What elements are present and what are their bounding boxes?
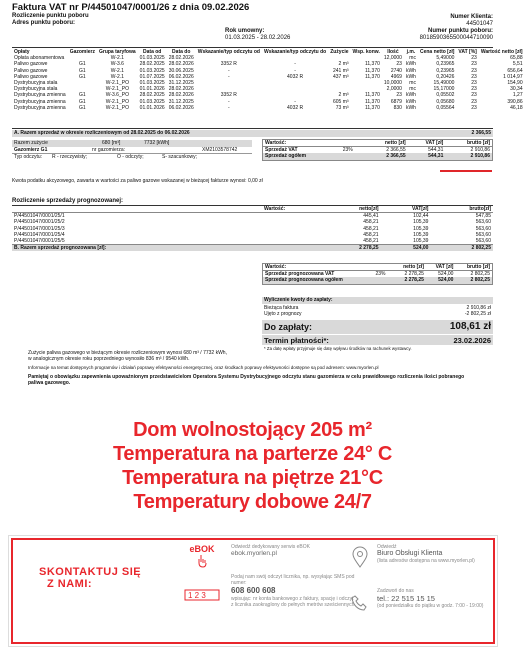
charge-cell: 28.02.2025 <box>139 61 165 68</box>
charge-cell: 830 <box>393 104 402 111</box>
charge-cell: W-2.1 <box>110 55 124 62</box>
banner-line-1: Dom wolnostojący 205 m² <box>133 419 372 441</box>
meter-nr: XM2103578742 <box>202 147 238 153</box>
charge-cell: 28.02.2026 <box>168 92 194 99</box>
ppe-number-label: Numer punktu poboru: <box>428 28 493 34</box>
fvat-row-label: Sprzedaż prognozowana ogółem <box>265 277 343 284</box>
vat-row <box>263 153 492 159</box>
charge-cell: W-2.1_PO <box>105 98 129 105</box>
usage-m3: 680 [m³] <box>102 140 121 146</box>
sms-text: Podaj nam swój odczyt licznika, np. wysyłając SMS pod numer: <box>231 574 355 586</box>
charge-cell: - <box>228 98 230 105</box>
meter-label: Gazomierz G1 <box>14 147 48 153</box>
forecast-total-net: 2 278,25 <box>359 245 379 252</box>
charge-cell: G1 <box>79 67 86 74</box>
vat-summary-box <box>262 139 493 161</box>
banner-line-3: Temperatura na piętrze 21°C <box>122 467 383 489</box>
charge-cell: kWh <box>405 73 416 80</box>
charge-cell: 23 <box>471 61 477 68</box>
charge-cell: 0,20426 <box>436 73 455 80</box>
charge-cell: 01.03.2025 <box>139 55 165 62</box>
payment-footnote: * Za datę wpłaty przyjmuje się datę wpływu środków na rachunek wystawcy. <box>264 346 412 351</box>
contact-heading-2: Z NAMI: <box>47 578 93 590</box>
contract-year-label: Rok umowny: <box>225 28 265 34</box>
charge-cell: 01.03.2025 <box>139 80 165 87</box>
col-header: Grupa taryfowa <box>98 49 136 55</box>
charge-cell: 23 <box>471 86 477 93</box>
charge-cell: 15,49000 <box>433 80 455 87</box>
forecast-value: 105,39 <box>413 219 429 226</box>
forecast-value: 458,21 <box>363 238 379 245</box>
overlay-banner <box>0 418 505 514</box>
charge-cell: G1 <box>79 73 86 80</box>
fvat-row-net: 2 278,25 <box>404 277 424 284</box>
charge-cell: 11,370 <box>364 98 380 105</box>
ebok-logo: eBOK <box>189 544 215 554</box>
forecast-col-header: Wartość: <box>264 206 286 212</box>
forecast-value: 563,60 <box>475 238 491 245</box>
vat-row <box>263 147 492 154</box>
amount-due-label: Do zapłaty: <box>264 322 313 332</box>
vat-row-vat: 544,31 <box>428 147 444 154</box>
charge-cell: Dystrybucyjna stała <box>14 86 58 93</box>
fvat-col-header <box>373 264 392 271</box>
charge-cell: - <box>294 61 296 68</box>
charge-cell: 0,05502 <box>436 92 455 99</box>
charge-cell: 3352 R <box>220 92 237 99</box>
vat-row-net: 2 366,55 <box>386 147 406 154</box>
meter-nr-label: nr gazomierza: <box>92 147 126 153</box>
charge-cell: 154,90 <box>507 80 523 87</box>
charge-cell: 01.03.2025 <box>139 98 165 105</box>
charge-cell: - <box>228 67 230 74</box>
charge-cell: 01.01.2026 <box>139 86 165 93</box>
col-header: Wskazanie/typ odczytu do <box>263 49 327 55</box>
charge-cell: 23 <box>396 61 402 68</box>
charge-cell: 241 m³ <box>332 67 349 74</box>
client-number-label: Numer Klienta: <box>450 14 493 20</box>
charge-cell: Paliwo gazowe <box>14 61 48 68</box>
charge-cell: 23 <box>471 104 477 111</box>
read-type-r: R - rzeczywisty; <box>52 154 87 160</box>
fvat-row-rate: 23% <box>375 271 386 278</box>
charge-cell: kWh <box>405 67 416 74</box>
charge-cell: 0,05680 <box>436 98 455 105</box>
charge-cell: 23 <box>471 55 477 62</box>
charge-cell: W-3.6 <box>110 61 124 68</box>
charge-cell: 656,64 <box>507 67 523 74</box>
forecast-value: 563,60 <box>475 219 491 226</box>
charge-cell: 06.02.2026 <box>168 73 194 80</box>
forecast-total-gross: 2 802,25 <box>471 245 491 252</box>
charge-cell: 11,370 <box>364 61 380 68</box>
phone-number[interactable]: tel.: 22 515 15 15 <box>377 594 435 603</box>
ebok-link[interactable]: ebok.myorlen.pl <box>231 550 277 557</box>
amount-due-value: 108,61 zł <box>449 321 491 332</box>
forecast-value: 445,41 <box>363 213 379 220</box>
fvat-row-vat: 524,00 <box>438 277 454 284</box>
charge-cell: 23 <box>471 98 477 105</box>
forecast-invoice-number: P/44501047/0001/25/3 <box>14 225 65 232</box>
usage-kwh: 7732 [kWh] <box>144 140 170 146</box>
office-title: Biuro Obsługi Klienta <box>377 550 443 557</box>
phone-hours: (od poniedziałku do piątku w godz. 7:00 - 19:00) <box>377 603 484 609</box>
charge-cell: 2 m³ <box>338 61 349 68</box>
charge-cell: 4032 R <box>287 104 304 111</box>
forecast-col-header <box>12 206 262 213</box>
charge-cell: 01.03.2025 <box>139 67 165 74</box>
forecast-value: 458,21 <box>363 231 379 238</box>
due-date-label: Termin płatności*: <box>264 336 329 345</box>
charge-cell: 28.02.2026 <box>168 55 194 62</box>
col-header: j.m. <box>406 49 416 55</box>
charge-cell: W-2.1_PO <box>105 104 129 111</box>
current-invoice-value: 2 910,86 zł <box>466 305 491 311</box>
payment-box <box>262 297 493 353</box>
charge-cell: 2,0000 <box>386 86 402 93</box>
charge-cell: 4032 R <box>287 73 304 80</box>
charge-cell: 2 m³ <box>338 92 349 99</box>
charge-cell: 390,86 <box>507 98 523 105</box>
forecast-total-vat: 524,00 <box>413 245 429 252</box>
charge-cell: 5,49000 <box>436 55 455 62</box>
charge-cell: mc <box>409 55 416 62</box>
charge-cell: 65,88 <box>510 55 523 62</box>
charge-cell: 23 <box>471 67 477 74</box>
fvat-col-header: VAT [zł] <box>435 264 454 270</box>
charge-cell: 01.07.2025 <box>139 73 165 80</box>
vat-col-header <box>341 140 365 147</box>
location-pin-icon <box>351 546 369 568</box>
charge-cell: 23 <box>471 73 477 80</box>
ebok-text: Odwiedź dedykowany serwis eBOK <box>231 544 310 550</box>
charge-cell: G1 <box>79 98 86 105</box>
hand-pointer-icon <box>194 554 210 568</box>
forecast-deduction-label: Ujęto z prognozy <box>264 311 302 317</box>
banner-line-2: Temperatura na parterze 24° C <box>112 443 393 465</box>
forecast-row <box>12 213 493 220</box>
charge-cell: Paliwo gazowe <box>14 73 48 80</box>
charge-cell: 605 m³ <box>332 98 349 105</box>
red-underline <box>440 170 492 172</box>
sms-instructions: wpisując: nr konta bankowego z faktury, spację i odczyt z licznika zaokrąglony do pełnych metrów sześciennych <box>231 596 355 608</box>
charge-cell: G1 <box>79 104 86 111</box>
charge-cell: W-2.1_PO <box>105 86 129 93</box>
charge-cell: kWh <box>405 92 416 99</box>
fvat-row-gross: 2 802,25 <box>470 271 490 278</box>
charge-cell: kWh <box>405 104 416 111</box>
fvat-row <box>263 271 492 278</box>
charge-cell: 31.12.2025 <box>168 98 194 105</box>
fvat-row-rate <box>373 277 392 283</box>
col-header: Zużycie <box>330 49 349 55</box>
contact-heading-1: SKONTAKTUJ SIĘ <box>39 566 142 578</box>
forecast-invoice-number: P/44501047/0001/25/5 <box>14 238 65 245</box>
charge-cell: W-2.1_PO <box>105 80 129 87</box>
charge-cell: 23 <box>396 92 402 99</box>
charge-cell: - <box>294 98 296 105</box>
col-header: Wsp. konw. <box>352 49 380 55</box>
charge-cell: G1 <box>79 61 86 68</box>
forecast-invoice-number: P/44501047/0001/25/1 <box>14 213 65 220</box>
charge-cell: W-3.6_PO <box>105 92 129 99</box>
vat-row-label: Sprzedaż VAT <box>265 147 298 154</box>
forecast-table <box>12 206 493 251</box>
current-invoice-label: Bieżąca faktura <box>264 305 299 311</box>
svg-text:1 2 3: 1 2 3 <box>188 591 206 600</box>
fvat-row-net: 2 278,25 <box>404 271 424 278</box>
payment-calc-title: Wyliczenie kwoty do zapłaty: <box>262 297 493 304</box>
forecast-value: 105,39 <box>413 238 429 245</box>
fvat-row-vat: 524,00 <box>438 271 454 278</box>
charge-cell: 1,27 <box>512 92 523 99</box>
charge-cell: G1 <box>79 92 86 99</box>
charge-cell: 30.06.2025 <box>168 67 194 74</box>
charge-row <box>12 105 525 111</box>
charge-cell: kWh <box>405 61 416 68</box>
charge-cell: kWh <box>405 98 416 105</box>
charge-cell: 11,370 <box>364 104 380 111</box>
read-type-s: S- szacunkowy; <box>162 154 198 160</box>
banner-line-4: Temperatury dobowe 24/7 <box>133 491 372 513</box>
forecast-col-header: netto[zł] <box>359 206 379 212</box>
charge-cell: mc <box>409 86 416 93</box>
charge-cell: 31.12.2025 <box>168 80 194 87</box>
vat-col-header: VAT [zł] <box>425 140 444 146</box>
sms-number: 608 600 608 <box>231 586 276 595</box>
fvat-row-label: Sprzedaż prognozowana VAT <box>265 271 335 278</box>
charge-cell: 11,370 <box>364 92 380 99</box>
forecast-value: 458,21 <box>363 225 379 232</box>
phone-text: Zadzwoń do nas <box>377 588 414 594</box>
charge-cell: 30,34 <box>510 86 523 93</box>
charges-table <box>12 49 525 111</box>
vat-col-header: netto [zł] <box>384 140 406 146</box>
charge-cell: 11,370 <box>364 73 380 80</box>
forecast-header-row <box>12 206 493 213</box>
sales-total-value: 2 366,55 <box>471 130 491 136</box>
charge-cell: 11,370 <box>364 67 380 74</box>
charge-cell: 12,0000 <box>383 55 402 62</box>
vat-row-rate <box>341 153 365 159</box>
col-header: Data od <box>143 49 162 55</box>
charge-cell: mc <box>409 80 416 87</box>
charge-cell: 10,0000 <box>383 80 402 87</box>
charge-cell: 28.02.2025 <box>139 92 165 99</box>
sales-total-label: A. Razem sprzedaż w okresie rozliczeniowym od 28.02.2025 do 06.02.2026 <box>14 130 190 136</box>
vat-row-rate: 23% <box>342 147 353 154</box>
charge-cell: 0,05564 <box>436 104 455 111</box>
usage-note-2: w analogicznym okresie roku poprzedniego wynosiło 836 m³ / 9540 kWh. <box>28 356 190 362</box>
vat-col-header: Wartość: <box>265 140 287 146</box>
charge-cell: 3352 R <box>220 61 237 68</box>
fvat-row <box>263 277 492 283</box>
fvat-col-header: netto [zł] <box>403 264 424 270</box>
forecast-value: 547,85 <box>475 213 491 220</box>
forecast-invoice-number: P/44501047/0001/25/2 <box>14 219 65 226</box>
invoice-title: Faktura VAT nr P/44501047/0001/26 z dnia 09.02.2026 <box>12 2 250 13</box>
contact-panel <box>8 535 498 647</box>
charge-cell: 28.02.2026 <box>168 86 194 93</box>
col-header: VAT [%] <box>458 49 477 55</box>
forecast-col-header: brutto[zł] <box>469 206 491 212</box>
office-list-note: (lista adresów dostępna na www.myorlen.pl) <box>377 558 475 564</box>
vat-row-net: 2 366,55 <box>386 153 406 160</box>
due-date-value: 23.02.2026 <box>453 336 491 345</box>
charge-cell: Dystrybucyjna zmienna <box>14 98 66 105</box>
usage-note-1: Zużycie paliwa gazowego w bieżącym okresie rozliczeniowym wynosi 680 m³ / 7732 kWh, <box>28 350 227 356</box>
forecast-value: 458,21 <box>363 219 379 226</box>
read-type-o: O - odczyty; <box>117 154 144 160</box>
charge-cell: 0,23965 <box>436 67 455 74</box>
vat-row-gross: 2 910,86 <box>470 147 490 154</box>
forecast-value: 102,44 <box>413 213 429 220</box>
forecast-vat-box <box>262 263 493 285</box>
charge-cell: W-2.1 <box>110 67 124 74</box>
charge-cell: Opłata abonamentowa <box>14 55 65 62</box>
charge-cell: Dystrybucyjna zmienna <box>14 92 66 99</box>
charge-cell: 73 m³ <box>335 104 349 111</box>
contract-year-value: 01.03.2025 - 28.02.2026 <box>225 35 291 41</box>
forecast-col-header: VAT[zł] <box>411 206 429 212</box>
charge-cell: 01.01.2026 <box>139 104 165 111</box>
col-header: Wartość netto [zł] <box>480 49 523 55</box>
vat-row-gross: 2 910,86 <box>470 153 490 160</box>
charge-cell: 23 <box>471 80 477 87</box>
address-label: Adres punktu poboru: <box>12 20 75 26</box>
charge-cell: Dystrybucyjna stała <box>14 80 58 87</box>
fvat-col-header: Wartość: <box>265 264 287 270</box>
charge-cell: Paliwo gazowe <box>14 67 48 74</box>
vat-row-vat: 544,31 <box>428 153 444 160</box>
meter-counter-icon <box>184 589 220 601</box>
col-header: Cena netto [zł] <box>419 49 455 55</box>
office-text: Odwiedź <box>377 544 397 550</box>
charge-cell: 23 <box>471 92 477 99</box>
vat-col-header: brutto [zł] <box>466 140 490 146</box>
excise-note: Kwota podatku akcyzowego, zawarta w wartości za paliwo gazowe wskazanej w bieżącej fakturze wynosi: 0,00 zł <box>12 178 263 184</box>
charge-cell: - <box>228 104 230 111</box>
fvat-col-header: brutto [zł] <box>466 264 490 270</box>
forecast-title: Rozliczenie sprzedaży prognozowanej: <box>12 198 124 204</box>
phone-icon <box>351 594 369 612</box>
forecast-value: 105,39 <box>413 225 429 232</box>
efficiency-note: Informacje na temat dostępnych programów i działań poprawy efektywności energetycznej, oraz środkach poprawy efektywności dostępne są pod adresem: www.myorlen.pl <box>28 365 379 370</box>
settlement-label: Rozliczenie punktu poboru <box>12 13 89 19</box>
col-header: Wskazanie/typ odczytu od <box>197 49 260 55</box>
col-header: Gazomierz <box>69 49 95 55</box>
charge-cell: 15,17000 <box>433 86 455 93</box>
forecast-total-label: B. Razem sprzedaż prognozowana [zł]: <box>14 245 107 252</box>
forecast-value: 105,39 <box>413 231 429 238</box>
charge-cell: 46,18 <box>510 104 523 111</box>
client-number: 44501047 <box>466 21 493 27</box>
col-header: Opłaty <box>14 49 30 55</box>
col-header: Ilość <box>387 49 399 55</box>
charge-cell: 5,51 <box>512 61 523 68</box>
read-types-label: Typ odczytu: <box>14 154 43 160</box>
forecast-value: 563,60 <box>475 231 491 238</box>
ppe-number: 8018590365500044710090 <box>419 35 493 41</box>
forecast-total-row <box>12 245 493 252</box>
charge-cell: 6879 <box>390 98 402 105</box>
charge-cell: 0,23965 <box>436 61 455 68</box>
vat-row-label: Sprzedaż ogółem <box>265 153 307 160</box>
charge-cell: 1 014,97 <box>503 73 523 80</box>
forecast-value: 563,60 <box>475 225 491 232</box>
forecast-row <box>12 238 493 245</box>
forecast-invoice-number: P/44501047/0001/25/4 <box>14 231 65 238</box>
charge-cell: 06.02.2026 <box>168 104 194 111</box>
charge-cell: 437 m³ <box>332 73 349 80</box>
usage-label: Razem zużycie <box>14 140 48 146</box>
charge-cell: W-2.1 <box>110 73 124 80</box>
col-header: Data do <box>172 49 191 55</box>
charge-cell: 28.02.2026 <box>168 61 194 68</box>
charge-cell: Dystrybucyjna zmienna <box>14 104 66 111</box>
charge-cell: - <box>294 67 296 74</box>
charge-cell: - <box>228 73 230 80</box>
charge-cell: 4969 <box>390 73 402 80</box>
forecast-deduction-value: -2 802,25 zł <box>464 311 491 317</box>
fvat-row-gross: 2 802,25 <box>470 277 490 284</box>
reading-obligation-note: Pamiętaj o obowiązku zapewnienia upoważnionym przedstawicielom Operatora Systemu Dystrybucyjnego odczytu stanu gazomierza w celu prawidłowego rozliczenia ilości pobranego paliwa gazowego. <box>28 374 465 386</box>
charge-cell: 2740 <box>390 67 402 74</box>
